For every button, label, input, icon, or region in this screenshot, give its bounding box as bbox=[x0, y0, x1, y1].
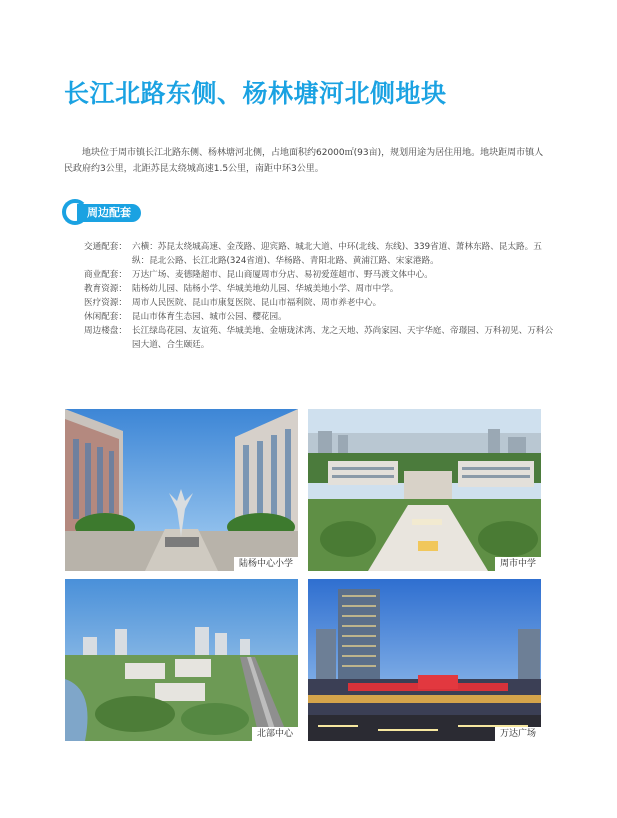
facility-leisure bbox=[84, 310, 554, 324]
section-title: 周边配套 bbox=[77, 204, 141, 222]
northern-center-image bbox=[65, 579, 298, 741]
facility-label: 休闲配套： bbox=[84, 312, 127, 322]
photo-middle-school bbox=[308, 409, 541, 571]
photo-caption: 北部中心 bbox=[252, 727, 298, 741]
photo-caption: 陆杨中心小学 bbox=[234, 557, 298, 571]
photo-northern-center bbox=[65, 579, 298, 741]
facility-value: 长江绿岛花园、友谊苑、华城美地、金塘珑沭湾、龙之天地、苏尚家园、天宇华庭、帝璟园、万科初见、万科公园大道、合生颐廷。 bbox=[132, 326, 554, 350]
facility-transport bbox=[84, 240, 554, 268]
facility-commerce bbox=[84, 268, 554, 282]
page-title: 长江北路东侧、杨林塘河北侧地块 bbox=[64, 79, 447, 108]
facility-value: 昆山市体育生态园、城市公园、樱花园。 bbox=[132, 312, 287, 322]
wanda-plaza-image bbox=[308, 579, 541, 741]
facility-value: 万达广场、麦德隆超市、昆山商厦周市分店、易初爱莲超市、野马渡文体中心。 bbox=[132, 270, 433, 280]
intro-paragraph: 地块位于周市镇长江北路东侧、杨林塘河北侧，占地面积约62000㎡(93亩)，规划用途为居住用地。地块距周市镇人民政府约3公里，北距苏昆太绕城高速1.5公里，南距中环3公里。 bbox=[64, 148, 544, 174]
facility-education bbox=[84, 282, 554, 296]
facility-value: 周市人民医院、昆山市康复医院、昆山市福利院、周市养老中心。 bbox=[132, 298, 382, 308]
facility-housing bbox=[84, 324, 554, 352]
photo-wanda-plaza bbox=[308, 579, 541, 741]
section-heading bbox=[62, 199, 172, 227]
photo-caption: 周市中学 bbox=[495, 557, 541, 571]
photo-caption: 万达广场 bbox=[495, 727, 541, 741]
school-plaza-image bbox=[65, 409, 298, 571]
facility-label: 教育资源： bbox=[84, 284, 127, 294]
facility-label: 交通配套： bbox=[84, 242, 127, 252]
facility-value: 陆杨幼儿园、陆杨小学、华城美地幼儿园、华城美地小学、周市中学。 bbox=[132, 284, 399, 294]
facility-label: 周边楼盘： bbox=[84, 326, 127, 336]
photo-school-plaza bbox=[65, 409, 298, 571]
facilities-list bbox=[84, 240, 554, 352]
facility-medical bbox=[84, 296, 554, 310]
facility-label: 医疗资源： bbox=[84, 298, 127, 308]
middle-school-image bbox=[308, 409, 541, 571]
facility-label: 商业配套： bbox=[84, 270, 127, 280]
facility-value: 六横：苏昆太绕城高速、金茂路、迎宾路、城北大道、中环(北线、东线)、339省道、萧林东路、昆太路。五纵：昆北公路、长江北路(324省道)、华杨路、青阳北路、黄浦江路、宋家港路。 bbox=[132, 242, 542, 266]
